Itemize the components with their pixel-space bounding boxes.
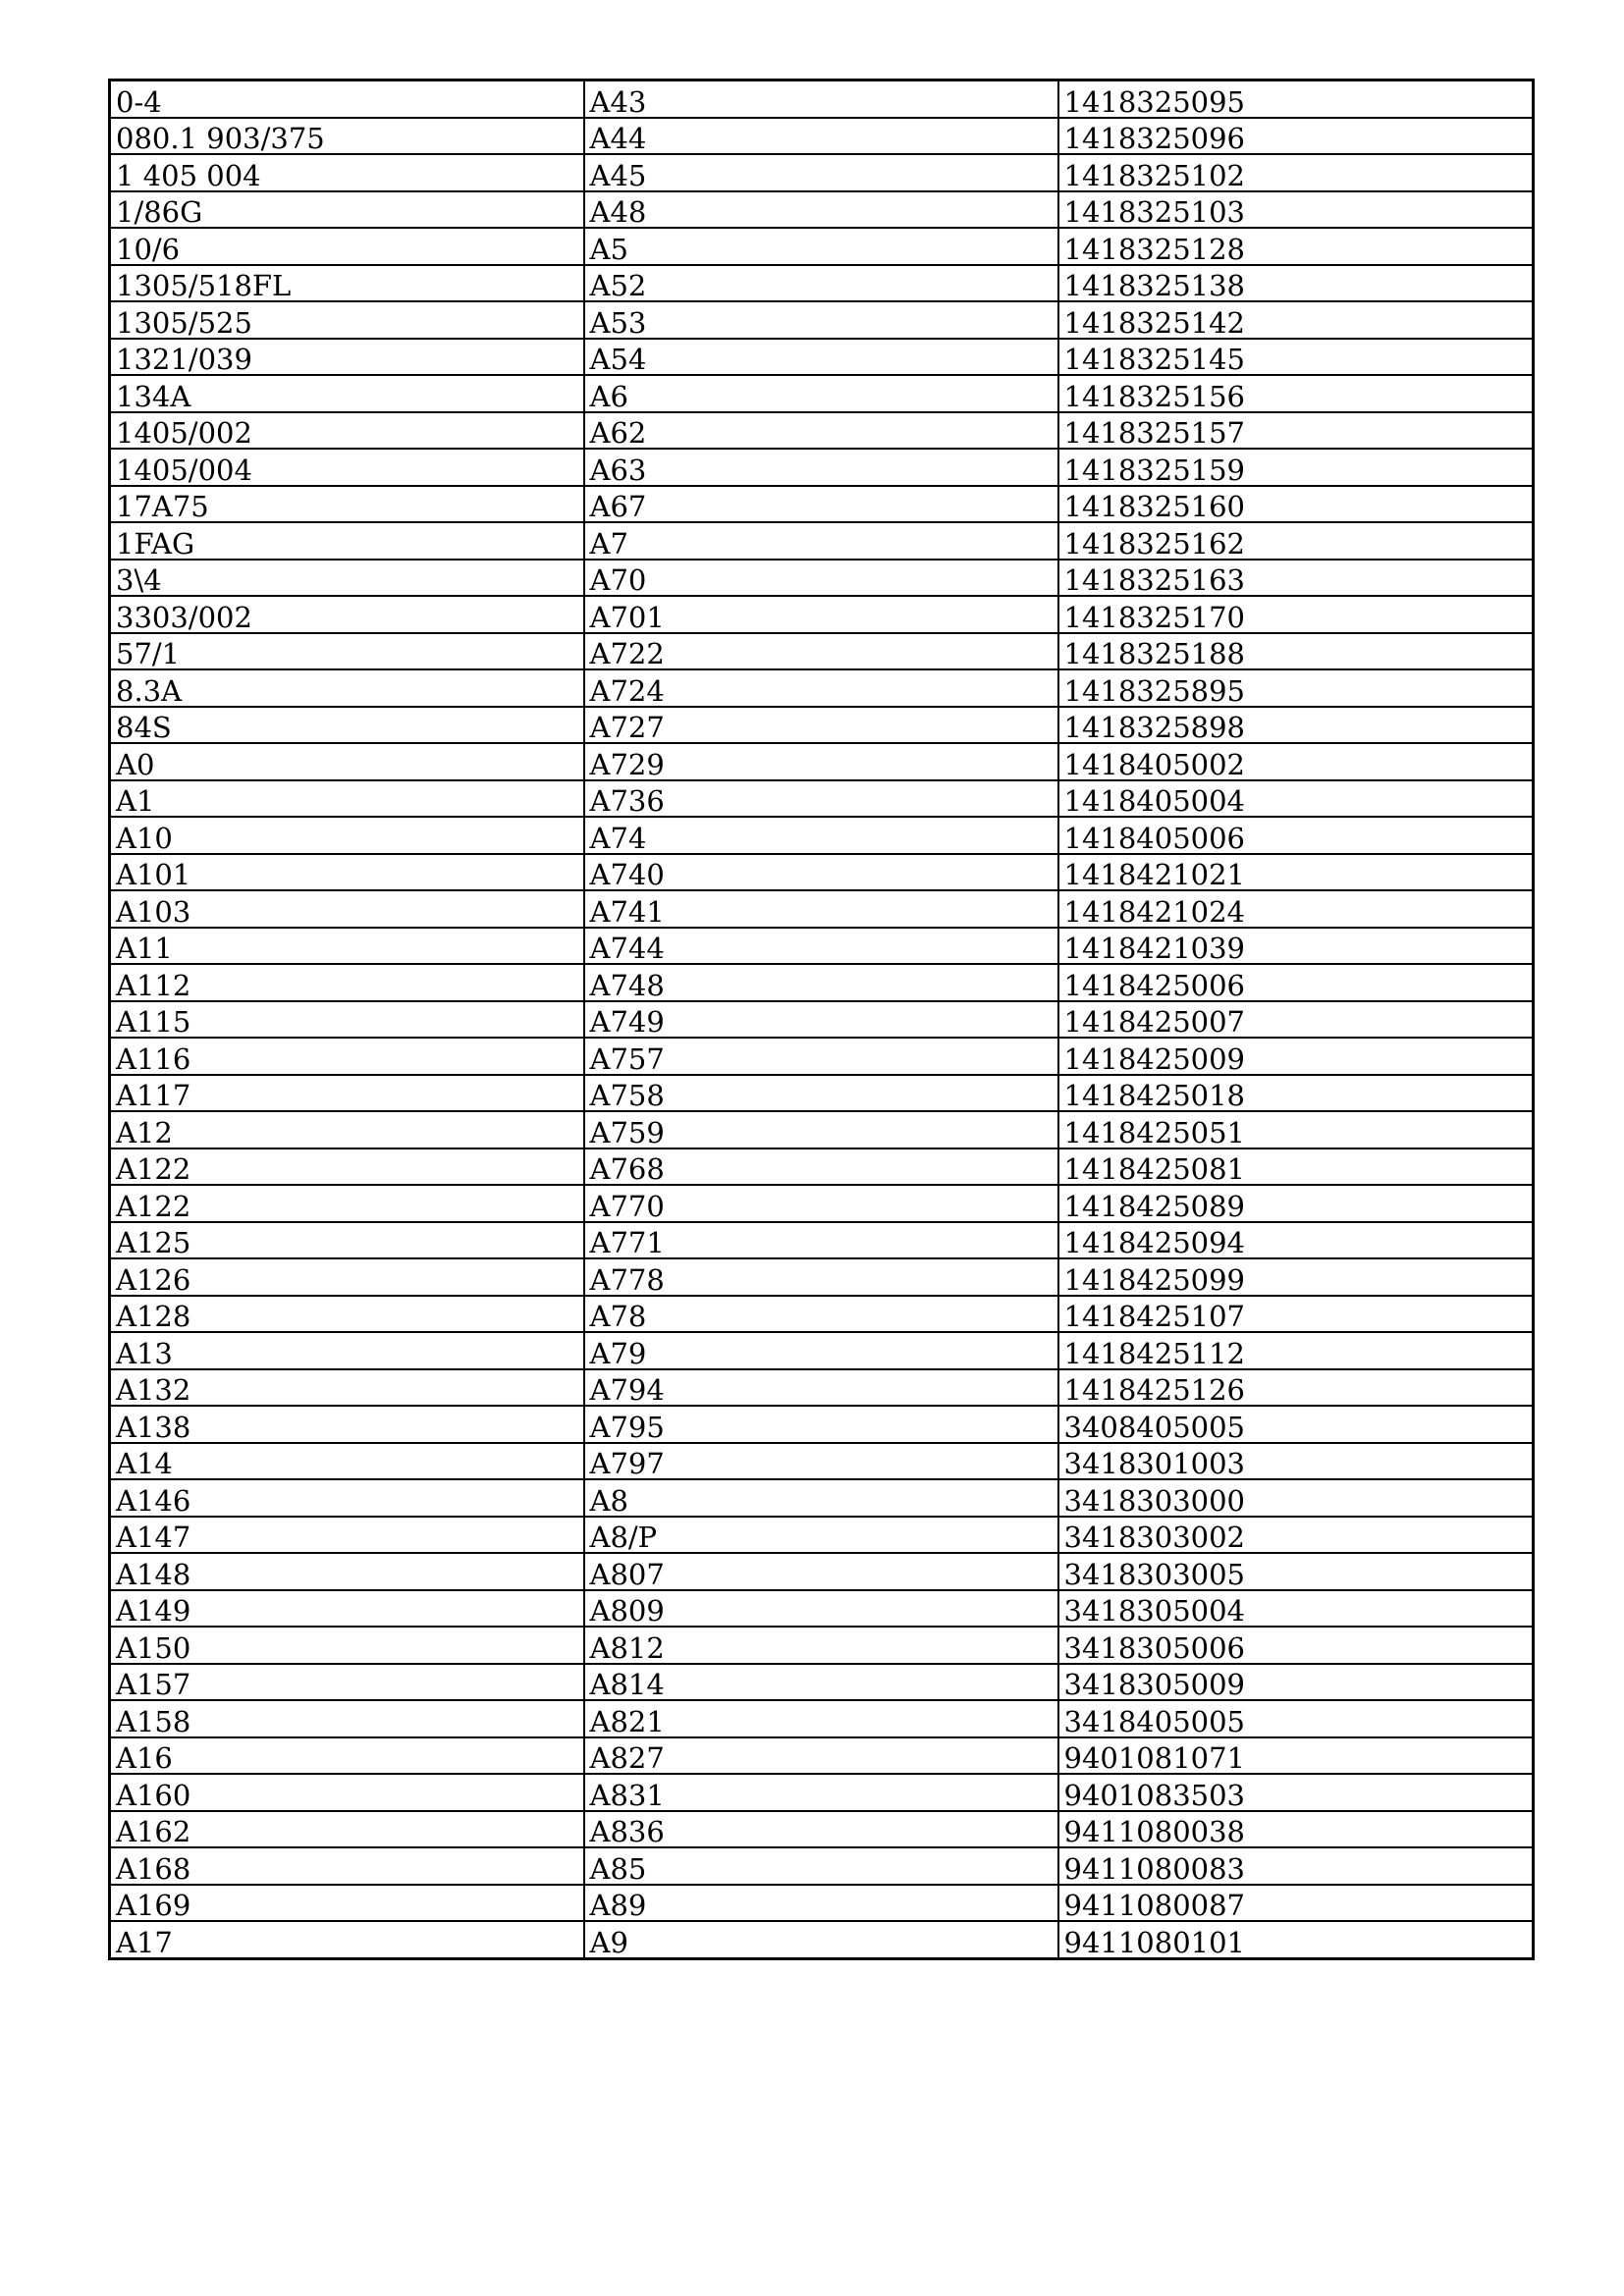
- ref-cell: A7: [584, 522, 1058, 560]
- table-row: [110, 560, 1534, 597]
- ref-cell: A701: [584, 596, 1058, 633]
- ref-cell: A729: [584, 743, 1058, 780]
- code-cell: A168: [110, 1847, 584, 1885]
- code-cell: A169: [110, 1885, 584, 1922]
- ref-cell: A44: [584, 118, 1058, 155]
- number-cell: 1418425006: [1058, 964, 1534, 1001]
- code-cell: A158: [110, 1700, 584, 1737]
- code-cell: 080.1 903/375: [110, 118, 584, 155]
- table-row: [110, 1553, 1534, 1590]
- number-cell: 1418325102: [1058, 154, 1534, 191]
- number-cell: 1418405006: [1058, 817, 1534, 854]
- table-row: [110, 1774, 1534, 1811]
- ref-cell: A795: [584, 1406, 1058, 1443]
- number-cell: 1418325096: [1058, 118, 1534, 155]
- code-cell: A149: [110, 1590, 584, 1628]
- parts-table-body: [110, 80, 1534, 1959]
- code-cell: A14: [110, 1443, 584, 1480]
- code-cell: 57/1: [110, 633, 584, 670]
- code-cell: 8.3A: [110, 669, 584, 707]
- number-cell: 1418425089: [1058, 1185, 1534, 1222]
- table-row: [110, 1921, 1534, 1958]
- ref-cell: A43: [584, 80, 1058, 118]
- code-cell: A128: [110, 1296, 584, 1333]
- ref-cell: A70: [584, 560, 1058, 597]
- table-row: [110, 596, 1534, 633]
- number-cell: 3418405005: [1058, 1700, 1534, 1737]
- code-cell: A1: [110, 780, 584, 818]
- code-cell: A126: [110, 1258, 584, 1296]
- code-cell: A125: [110, 1222, 584, 1259]
- ref-cell: A794: [584, 1369, 1058, 1407]
- number-cell: 1418325157: [1058, 412, 1534, 450]
- number-cell: 1418325138: [1058, 265, 1534, 302]
- ref-cell: A814: [584, 1664, 1058, 1701]
- table-row: [110, 265, 1534, 302]
- ref-cell: A757: [584, 1038, 1058, 1075]
- number-cell: 1418325898: [1058, 707, 1534, 744]
- ref-cell: A836: [584, 1811, 1058, 1848]
- code-cell: A112: [110, 964, 584, 1001]
- table-row: [110, 228, 1534, 265]
- table-row: [110, 1885, 1534, 1922]
- table-row: [110, 1443, 1534, 1480]
- table-row: [110, 1517, 1534, 1554]
- code-cell: 3303/002: [110, 596, 584, 633]
- number-cell: 1418421024: [1058, 890, 1534, 928]
- number-cell: 1418325170: [1058, 596, 1534, 633]
- code-cell: 17A75: [110, 486, 584, 523]
- table-row: [110, 854, 1534, 891]
- ref-cell: A45: [584, 154, 1058, 191]
- ref-cell: A79: [584, 1332, 1058, 1369]
- table-row: [110, 375, 1534, 412]
- number-cell: 3418303005: [1058, 1553, 1534, 1590]
- table-row: [110, 1664, 1534, 1701]
- code-cell: A116: [110, 1038, 584, 1075]
- code-cell: A138: [110, 1406, 584, 1443]
- ref-cell: A748: [584, 964, 1058, 1001]
- table-row: [110, 154, 1534, 191]
- number-cell: 1418325145: [1058, 339, 1534, 376]
- parts-table: [108, 79, 1535, 1960]
- ref-cell: A812: [584, 1627, 1058, 1664]
- code-cell: 1FAG: [110, 522, 584, 560]
- table-row: [110, 449, 1534, 486]
- table-row: [110, 1627, 1534, 1664]
- code-cell: A11: [110, 928, 584, 965]
- ref-cell: A63: [584, 449, 1058, 486]
- ref-cell: A797: [584, 1443, 1058, 1480]
- code-cell: A117: [110, 1075, 584, 1112]
- ref-cell: A78: [584, 1296, 1058, 1333]
- table-row: [110, 707, 1534, 744]
- number-cell: 9411080101: [1058, 1921, 1534, 1958]
- code-cell: 1/86G: [110, 191, 584, 229]
- code-cell: A146: [110, 1479, 584, 1517]
- number-cell: 1418425051: [1058, 1111, 1534, 1148]
- table-row: [110, 928, 1534, 965]
- ref-cell: A722: [584, 633, 1058, 670]
- ref-cell: A749: [584, 1001, 1058, 1039]
- number-cell: 1418325128: [1058, 228, 1534, 265]
- code-cell: A12: [110, 1111, 584, 1148]
- code-cell: A150: [110, 1627, 584, 1664]
- ref-cell: A771: [584, 1222, 1058, 1259]
- ref-cell: A5: [584, 228, 1058, 265]
- number-cell: 1418405004: [1058, 780, 1534, 818]
- number-cell: 9411080083: [1058, 1847, 1534, 1885]
- code-cell: A122: [110, 1185, 584, 1222]
- code-cell: A115: [110, 1001, 584, 1039]
- ref-cell: A741: [584, 890, 1058, 928]
- code-cell: 10/6: [110, 228, 584, 265]
- code-cell: 1305/518FL: [110, 265, 584, 302]
- number-cell: 1418325095: [1058, 80, 1534, 118]
- table-row: [110, 412, 1534, 450]
- table-row: [110, 1847, 1534, 1885]
- code-cell: 1305/525: [110, 301, 584, 339]
- code-cell: A162: [110, 1811, 584, 1848]
- ref-cell: A831: [584, 1774, 1058, 1811]
- table-row: [110, 1222, 1534, 1259]
- table-row: [110, 1111, 1534, 1148]
- table-row: [110, 1038, 1534, 1075]
- table-row: [110, 1001, 1534, 1039]
- ref-cell: A89: [584, 1885, 1058, 1922]
- ref-cell: A736: [584, 780, 1058, 818]
- ref-cell: A770: [584, 1185, 1058, 1222]
- ref-cell: A727: [584, 707, 1058, 744]
- number-cell: 1418421039: [1058, 928, 1534, 965]
- number-cell: 1418325142: [1058, 301, 1534, 339]
- ref-cell: A758: [584, 1075, 1058, 1112]
- table-row: [110, 890, 1534, 928]
- ref-cell: A807: [584, 1553, 1058, 1590]
- table-row: [110, 1369, 1534, 1407]
- table-row: [110, 633, 1534, 670]
- number-cell: 1418425126: [1058, 1369, 1534, 1407]
- code-cell: A132: [110, 1369, 584, 1407]
- code-cell: A16: [110, 1737, 584, 1775]
- ref-cell: A724: [584, 669, 1058, 707]
- number-cell: 1418425112: [1058, 1332, 1534, 1369]
- ref-cell: A744: [584, 928, 1058, 965]
- ref-cell: A8: [584, 1479, 1058, 1517]
- ref-cell: A53: [584, 301, 1058, 339]
- code-cell: A122: [110, 1148, 584, 1186]
- number-cell: 1418425081: [1058, 1148, 1534, 1186]
- table-row: [110, 191, 1534, 229]
- number-cell: 1418425007: [1058, 1001, 1534, 1039]
- number-cell: 1418325163: [1058, 560, 1534, 597]
- number-cell: 1418325160: [1058, 486, 1534, 523]
- number-cell: 1418425009: [1058, 1038, 1534, 1075]
- number-cell: 9401081071: [1058, 1737, 1534, 1775]
- number-cell: 3418305009: [1058, 1664, 1534, 1701]
- table-row: [110, 1332, 1534, 1369]
- code-cell: 134A: [110, 375, 584, 412]
- code-cell: A0: [110, 743, 584, 780]
- table-row: [110, 780, 1534, 818]
- ref-cell: A8/P: [584, 1517, 1058, 1554]
- number-cell: 9411080087: [1058, 1885, 1534, 1922]
- number-cell: 1418325188: [1058, 633, 1534, 670]
- table-row: [110, 339, 1534, 376]
- number-cell: 3408405005: [1058, 1406, 1534, 1443]
- ref-cell: A827: [584, 1737, 1058, 1775]
- table-row: [110, 1148, 1534, 1186]
- ref-cell: A768: [584, 1148, 1058, 1186]
- ref-cell: A778: [584, 1258, 1058, 1296]
- table-row: [110, 669, 1534, 707]
- table-row: [110, 964, 1534, 1001]
- code-cell: A10: [110, 817, 584, 854]
- table-row: [110, 486, 1534, 523]
- number-cell: 3418303002: [1058, 1517, 1534, 1554]
- table-row: [110, 522, 1534, 560]
- table-row: [110, 80, 1534, 118]
- table-row: [110, 1700, 1534, 1737]
- table-row: [110, 1811, 1534, 1848]
- ref-cell: A9: [584, 1921, 1058, 1958]
- ref-cell: A62: [584, 412, 1058, 450]
- ref-cell: A48: [584, 191, 1058, 229]
- ref-cell: A54: [584, 339, 1058, 376]
- code-cell: A101: [110, 854, 584, 891]
- ref-cell: A821: [584, 1700, 1058, 1737]
- code-cell: A103: [110, 890, 584, 928]
- code-cell: A157: [110, 1664, 584, 1701]
- number-cell: 1418425018: [1058, 1075, 1534, 1112]
- number-cell: 9411080038: [1058, 1811, 1534, 1848]
- number-cell: 1418325895: [1058, 669, 1534, 707]
- number-cell: 1418325159: [1058, 449, 1534, 486]
- table-row: [110, 1075, 1534, 1112]
- code-cell: 0-4: [110, 80, 584, 118]
- code-cell: A13: [110, 1332, 584, 1369]
- number-cell: 1418325156: [1058, 375, 1534, 412]
- table-row: [110, 1258, 1534, 1296]
- ref-cell: A809: [584, 1590, 1058, 1628]
- code-cell: 84S: [110, 707, 584, 744]
- code-cell: A147: [110, 1517, 584, 1554]
- number-cell: 3418305004: [1058, 1590, 1534, 1628]
- table-row: [110, 1185, 1534, 1222]
- number-cell: 3418305006: [1058, 1627, 1534, 1664]
- table-row: [110, 1406, 1534, 1443]
- ref-cell: A6: [584, 375, 1058, 412]
- code-cell: 1405/002: [110, 412, 584, 450]
- ref-cell: A85: [584, 1847, 1058, 1885]
- table-row: [110, 1590, 1534, 1628]
- number-cell: 1418325162: [1058, 522, 1534, 560]
- table-row: [110, 1737, 1534, 1775]
- table-row: [110, 743, 1534, 780]
- number-cell: 9401083503: [1058, 1774, 1534, 1811]
- number-cell: 3418303000: [1058, 1479, 1534, 1517]
- table-row: [110, 1296, 1534, 1333]
- table-row: [110, 817, 1534, 854]
- code-cell: A148: [110, 1553, 584, 1590]
- code-cell: 1321/039: [110, 339, 584, 376]
- number-cell: 1418425107: [1058, 1296, 1534, 1333]
- number-cell: 1418405002: [1058, 743, 1534, 780]
- table-row: [110, 1479, 1534, 1517]
- code-cell: A160: [110, 1774, 584, 1811]
- number-cell: 1418421021: [1058, 854, 1534, 891]
- code-cell: 1405/004: [110, 449, 584, 486]
- number-cell: 1418325103: [1058, 191, 1534, 229]
- ref-cell: A740: [584, 854, 1058, 891]
- number-cell: 3418301003: [1058, 1443, 1534, 1480]
- ref-cell: A67: [584, 486, 1058, 523]
- ref-cell: A52: [584, 265, 1058, 302]
- ref-cell: A74: [584, 817, 1058, 854]
- code-cell: 3\4: [110, 560, 584, 597]
- table-row: [110, 118, 1534, 155]
- number-cell: 1418425094: [1058, 1222, 1534, 1259]
- number-cell: 1418425099: [1058, 1258, 1534, 1296]
- ref-cell: A759: [584, 1111, 1058, 1148]
- table-row: [110, 301, 1534, 339]
- code-cell: A17: [110, 1921, 584, 1958]
- code-cell: 1 405 004: [110, 154, 584, 191]
